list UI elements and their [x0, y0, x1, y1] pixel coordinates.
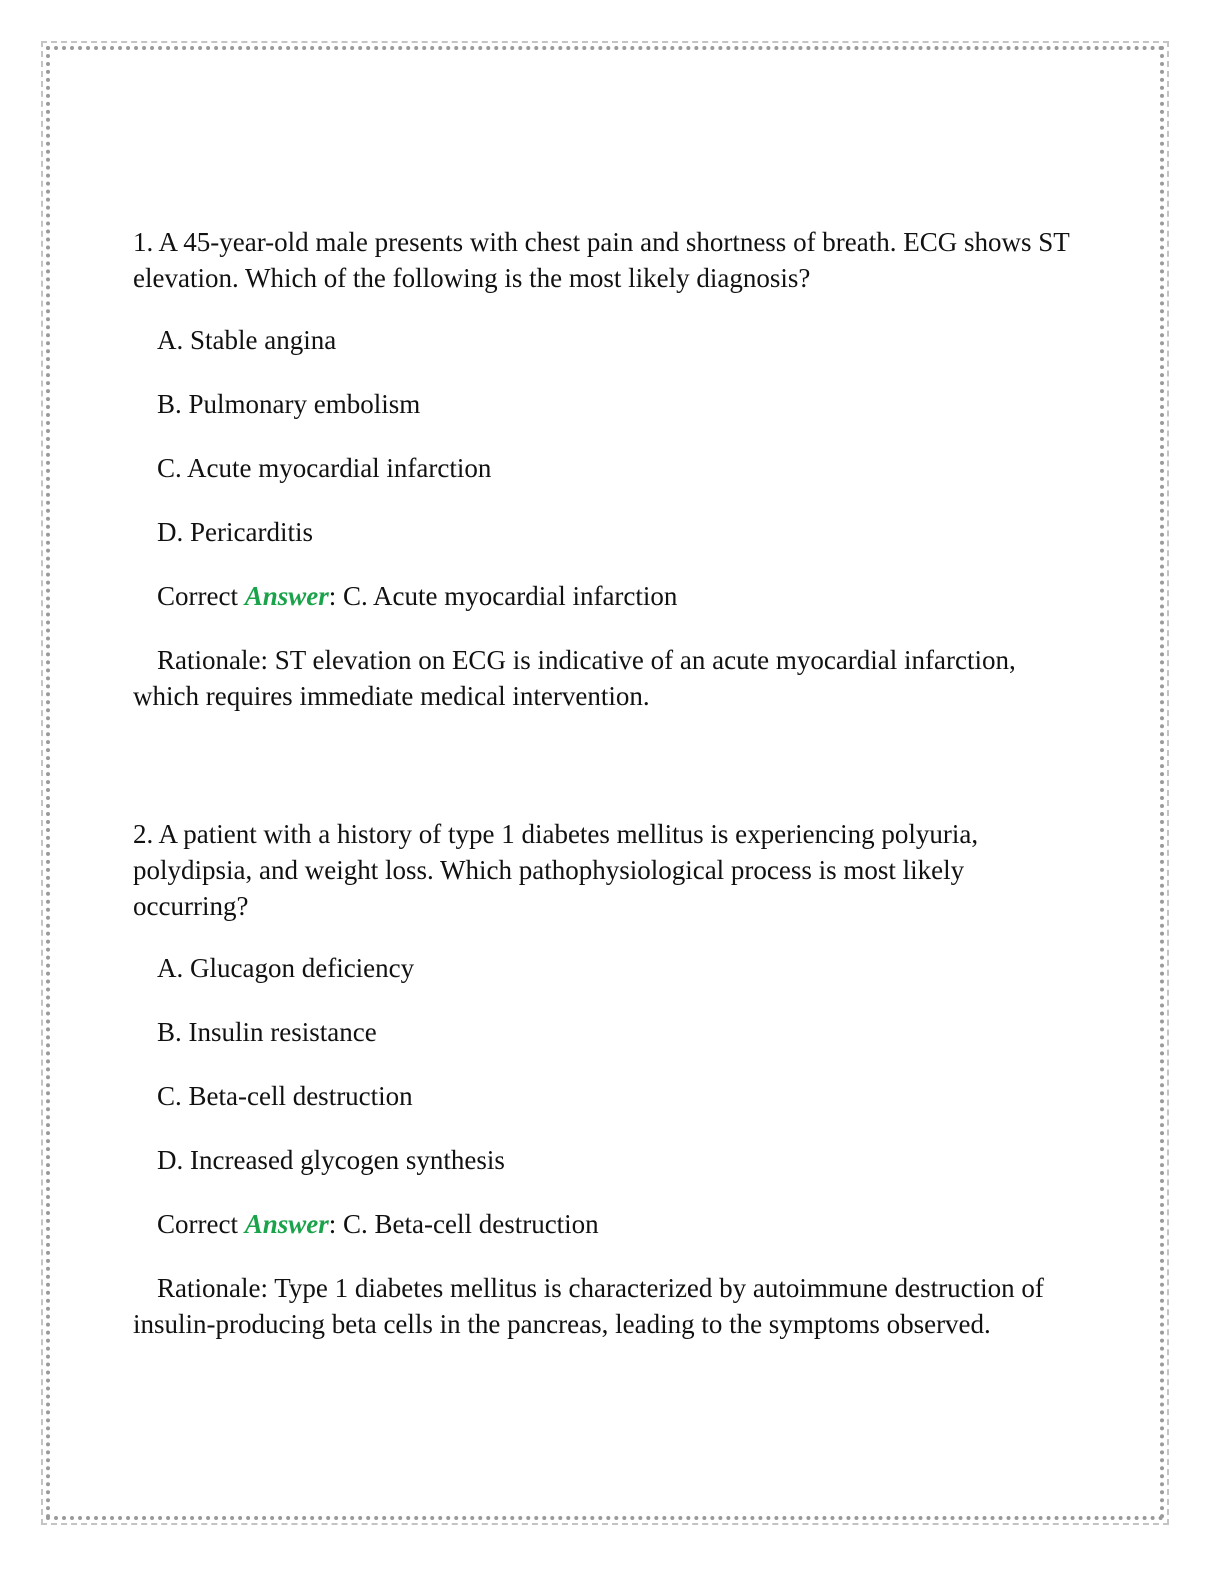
question-1-correct-answer — [133, 578, 1073, 614]
question-2-option-c: C. Beta-cell destruction — [157, 1081, 413, 1111]
document-content — [133, 224, 1073, 1342]
answer-text: : C. Beta-cell destruction — [328, 1209, 599, 1239]
question-2 — [133, 816, 1073, 1342]
answer-prefix: Correct — [157, 1209, 245, 1239]
question-2-option-d: D. Increased glycogen synthesis — [157, 1145, 505, 1175]
question-1 — [133, 224, 1073, 714]
question-1-option-a: A. Stable angina — [157, 325, 337, 355]
question-1-option-c: C. Acute myocardial infarction — [157, 453, 492, 483]
question-2-stem: 2. A patient with a history of type 1 diabetes mellitus is experiencing polyuria, polydipsia, and weight loss. Which pathophysiological process is most likely occurring? — [133, 819, 979, 921]
answer-text: : C. Acute myocardial infarction — [328, 581, 678, 611]
question-2-correct-answer — [133, 1206, 1073, 1242]
answer-prefix: Correct — [157, 581, 245, 611]
question-1-rationale: Rationale: ST elevation on ECG is indicative of an acute myocardial infarction, which requires immediate medical intervention. — [133, 645, 1016, 711]
question-1-option-d: D. Pericarditis — [157, 517, 313, 547]
answer-keyword: Answer — [244, 581, 329, 611]
question-2-option-b: B. Insulin resistance — [157, 1017, 377, 1047]
question-1-stem: 1. A 45-year-old male presents with chest pain and shortness of breath. ECG shows ST elevation. Which of the following is the most likely diagnosis? — [133, 227, 1070, 293]
question-1-option-b: B. Pulmonary embolism — [157, 389, 421, 419]
question-2-option-a: A. Glucagon deficiency — [157, 953, 415, 983]
question-2-rationale: Rationale: Type 1 diabetes mellitus is characterized by autoimmune destruction of insulin-producing beta cells in the pancreas, leading to the symptoms observed. — [133, 1273, 1044, 1339]
answer-keyword: Answer — [244, 1209, 329, 1239]
